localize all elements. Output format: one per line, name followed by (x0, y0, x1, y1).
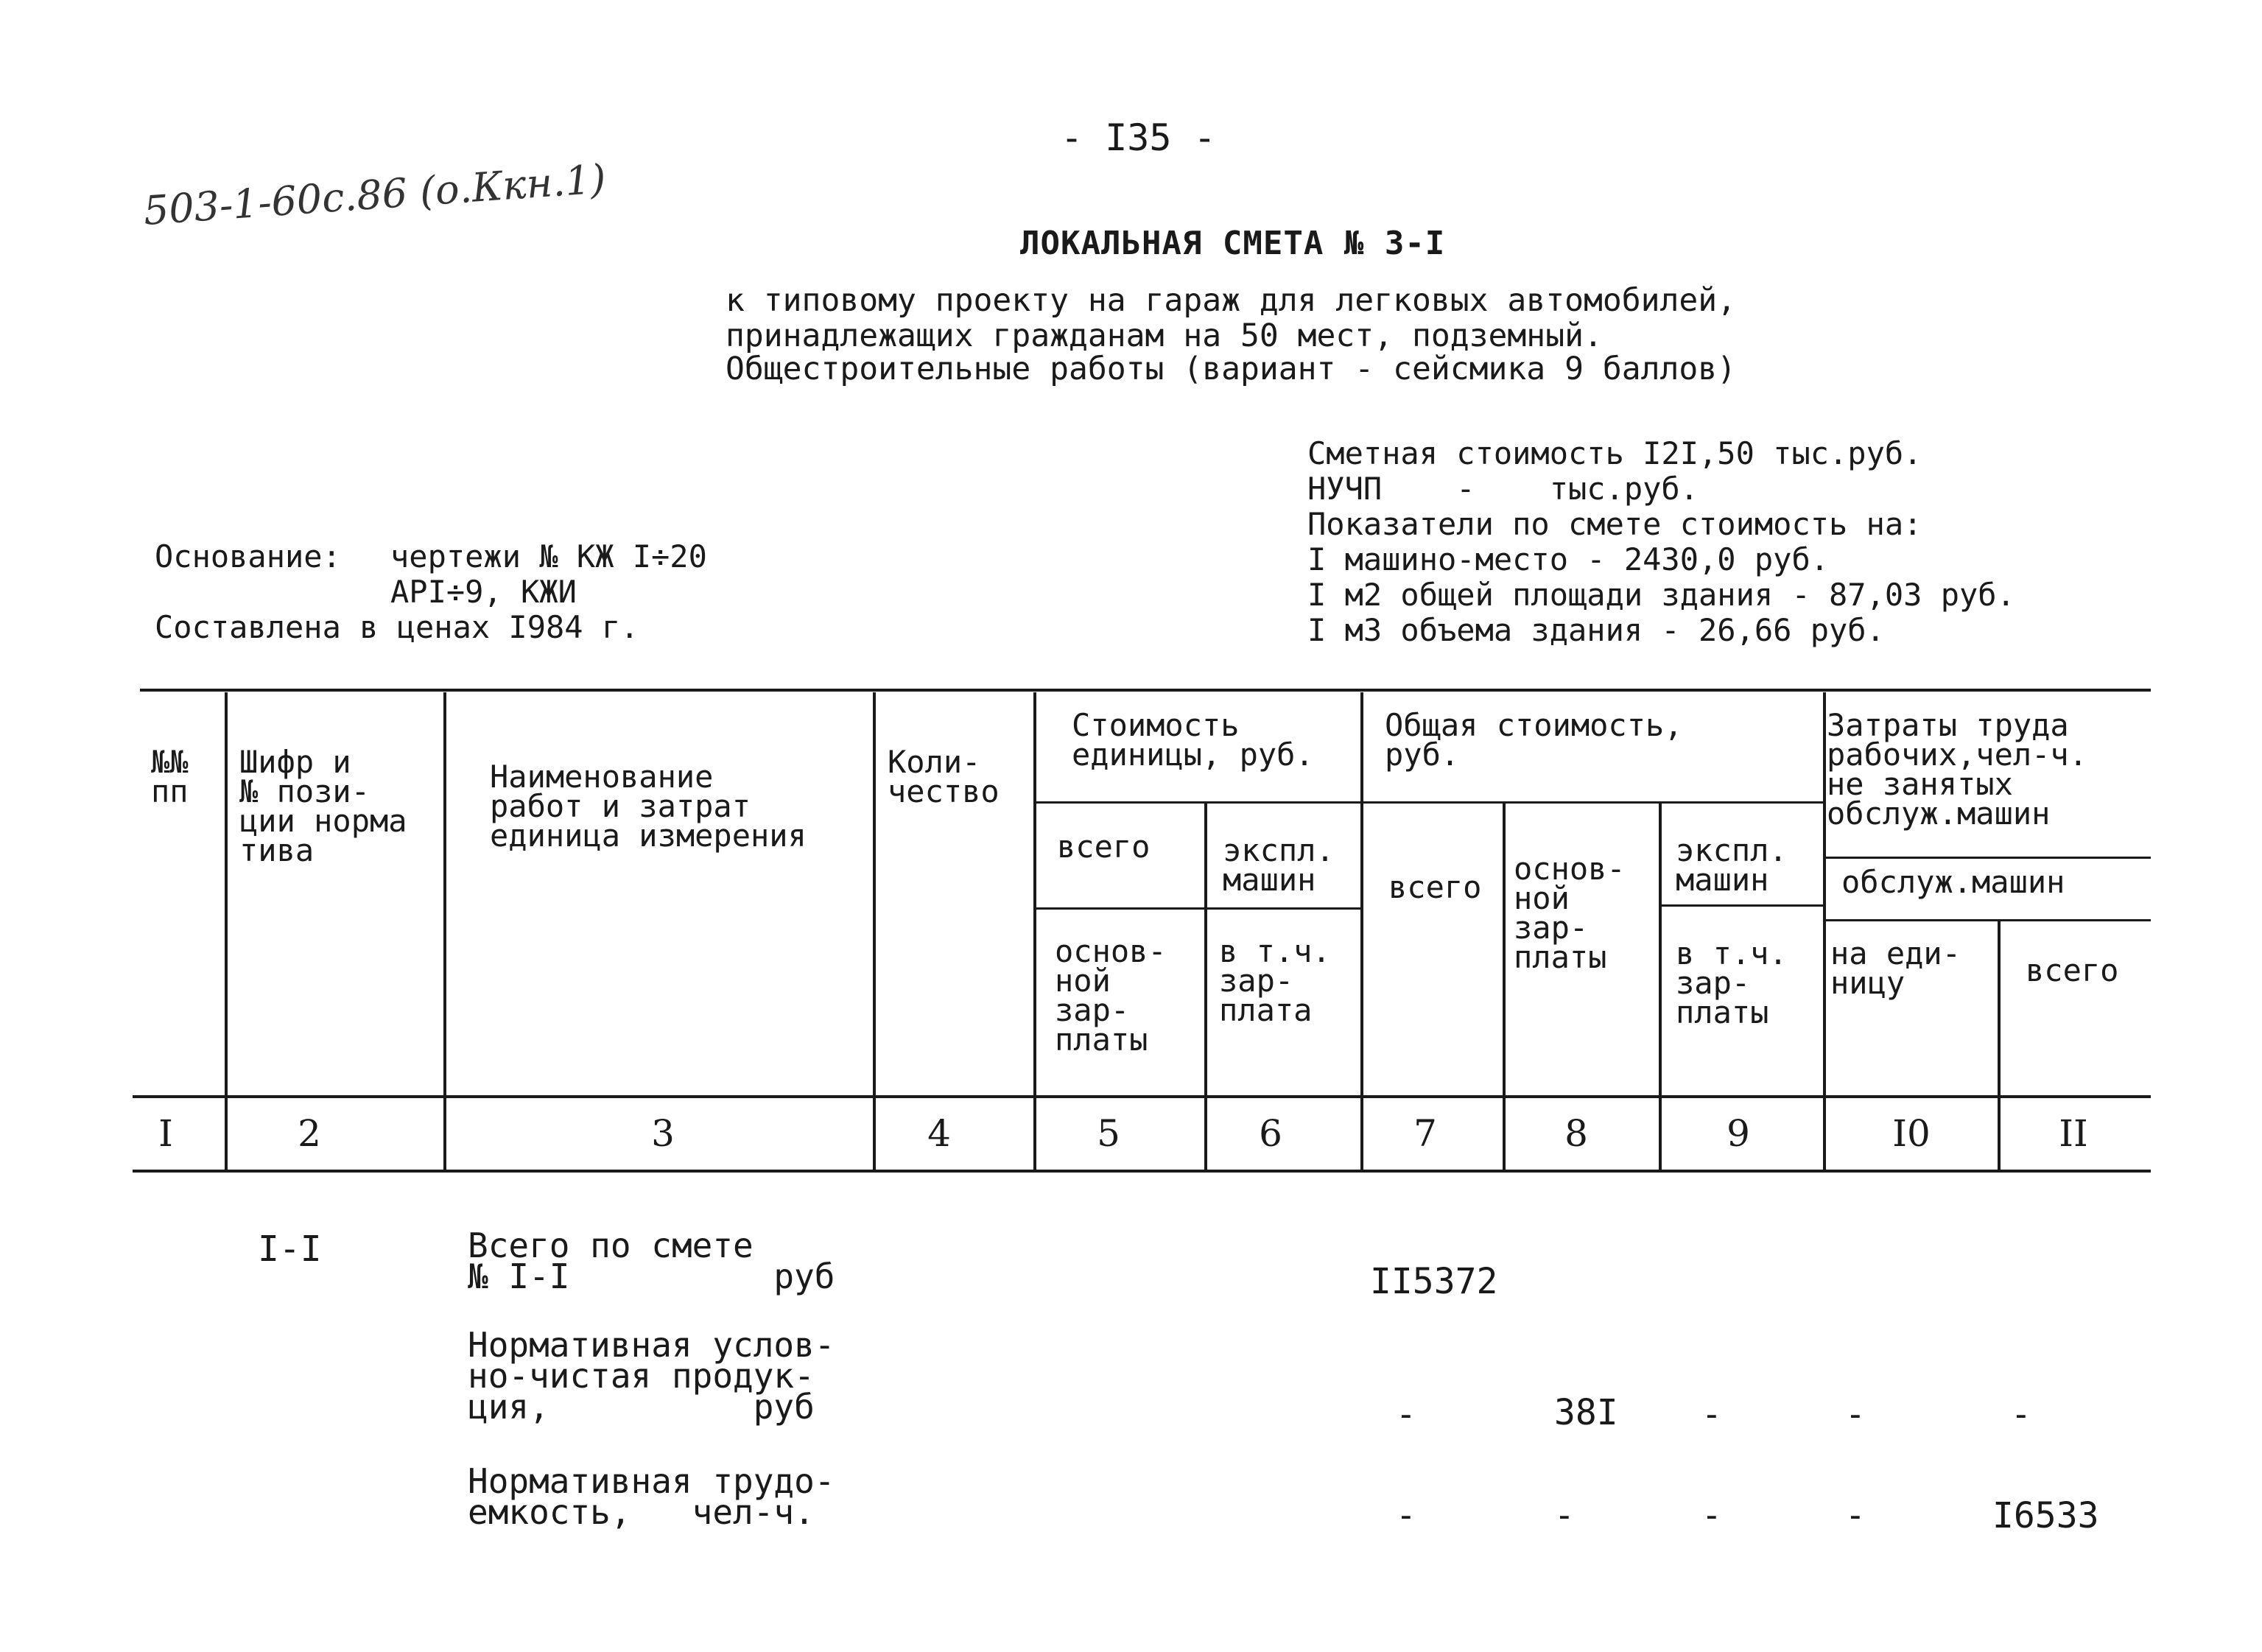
row-3-col9: - (1701, 1495, 1722, 1535)
row-2-col8: 38I (1554, 1392, 1618, 1433)
header-unit-machines: экспл. машин (1223, 832, 1335, 898)
basis-prices: Составлена в ценах I984 г. (155, 609, 639, 645)
basis-drawings-1: чертежи № КЖ I÷20 (390, 538, 707, 574)
page-number: - I35 - (1061, 116, 1216, 159)
row-3-col10: - (1845, 1495, 1866, 1535)
row-3-col8: - (1554, 1495, 1575, 1535)
basis-drawings-2: АРI÷9, КЖИ (390, 574, 577, 610)
header-unit-wages: основ- ной зар- платы (1055, 933, 1167, 1058)
col-divider-4 (1033, 692, 1036, 1171)
machine-mid-rule (1659, 904, 1823, 907)
unit-cost-mid-rule (1036, 907, 1360, 910)
subtitle-line-1: к типовому проекту на гараж для легковых автомобилей, (726, 282, 1737, 319)
indicator-volume: I м3 объема здания - 26,66 руб. (1307, 612, 1885, 648)
column-number-8: 8 (1564, 1112, 1588, 1155)
column-number-11: II (2059, 1112, 2088, 1155)
row-2-col7: - (1396, 1394, 1416, 1434)
header-total-all: всего (1388, 869, 1482, 905)
row-2-col9: - (1701, 1394, 1722, 1434)
estimated-cost: Сметная стоимость I2I,50 тыс.руб. (1307, 435, 1922, 471)
indicator-area: I м2 общей площади здания - 87,03 руб. (1307, 577, 2015, 613)
col-divider-7 (1503, 803, 1506, 1171)
header-total-machines: экспл. машин (1676, 832, 1788, 898)
col-divider-2 (443, 692, 446, 1171)
header-labor-total: всего (2026, 952, 2119, 988)
basis-label: Основание: (155, 538, 341, 574)
column-number-3: 3 (651, 1112, 675, 1155)
subtitle-line-2: принадлежащих гражданам на 50 мест, подземный. (726, 317, 1603, 354)
table-top-rule (140, 689, 2151, 692)
table-colnum-bottom-rule (133, 1170, 2151, 1173)
row-2-name: Нормативная услов- но-чистая продук- ция, руб (468, 1325, 835, 1427)
indicator-parking-place: I машино-место - 2430,0 руб. (1307, 541, 1830, 577)
row-1-name: Всего по смете № I-I руб (468, 1226, 835, 1296)
handwritten-code: 503-1-60с.86 (о.Ккн.1) (141, 155, 608, 234)
column-number-7: 7 (1413, 1112, 1437, 1155)
col-divider-6 (1360, 692, 1363, 1171)
row-1-code: I-I (258, 1229, 322, 1270)
row-1-total: II5372 (1370, 1261, 1498, 1302)
column-number-2: 2 (298, 1112, 321, 1155)
row-3-name: Нормативная трудо- емкость, чел-ч. (468, 1461, 835, 1532)
header-labor-per-unit: на еди- ницу (1830, 935, 1961, 1001)
labor-rule-1 (1823, 857, 2151, 859)
header-labor-costs: Затраты труда рабочих,чел-ч. не занятых обслуж.машин (1827, 707, 2088, 832)
col-divider-8 (1659, 803, 1662, 1171)
header-unit-machine-wages: в т.ч. зар- плата (1219, 933, 1331, 1028)
row-2-col11: - (2011, 1394, 2031, 1434)
col-divider-10 (1998, 921, 2001, 1171)
header-total-machine-wages: в т.ч. зар- платы (1676, 935, 1788, 1030)
header-total-wages: основ- ной зар- платы (1514, 851, 1626, 975)
header-code: Шифр и № пози- ции норма тива (239, 744, 407, 868)
column-number-1: I (158, 1112, 173, 1155)
column-number-10: I0 (1892, 1112, 1931, 1155)
col-divider-9 (1823, 692, 1826, 1171)
col-divider-1 (225, 692, 228, 1171)
header-unit-total: всего (1057, 829, 1151, 865)
estimate-title: ЛОКАЛЬНАЯ СМЕТА № 3-I (1020, 225, 1446, 262)
row-3-col7: - (1396, 1495, 1416, 1535)
column-number-4: 4 (927, 1112, 951, 1155)
col-divider-3 (873, 692, 876, 1171)
subtitle-line-3: Общестроительные работы (вариант - сейсмика 9 баллов) (726, 351, 1737, 387)
column-number-9: 9 (1727, 1112, 1750, 1155)
column-number-6: 6 (1259, 1112, 1282, 1155)
nuchp-cost: НУЧП - тыс.руб. (1307, 471, 1699, 507)
header-quantity: Коли- чество (888, 744, 1000, 809)
header-unit-cost: Стоимость единицы, руб. (1072, 707, 1314, 773)
header-work-name: Наименование работ и затрат единица измерения (490, 759, 807, 854)
row-3-col11: I6533 (1992, 1495, 2099, 1536)
indicators-label: Показатели по смете стоимость на: (1307, 506, 1922, 542)
row-2-col10: - (1845, 1394, 1866, 1434)
header-total-cost: Общая стоимость, руб. (1385, 707, 1683, 773)
labor-rule-2 (1823, 919, 2151, 921)
header-item-no: №№ пп (151, 744, 189, 809)
column-number-5: 5 (1097, 1112, 1120, 1155)
header-labor-sub: обслуж.машин (1841, 864, 2065, 900)
col-divider-5 (1204, 803, 1207, 1171)
table-header-bottom-rule (133, 1095, 2151, 1098)
unit-cost-rule (1036, 801, 1823, 804)
